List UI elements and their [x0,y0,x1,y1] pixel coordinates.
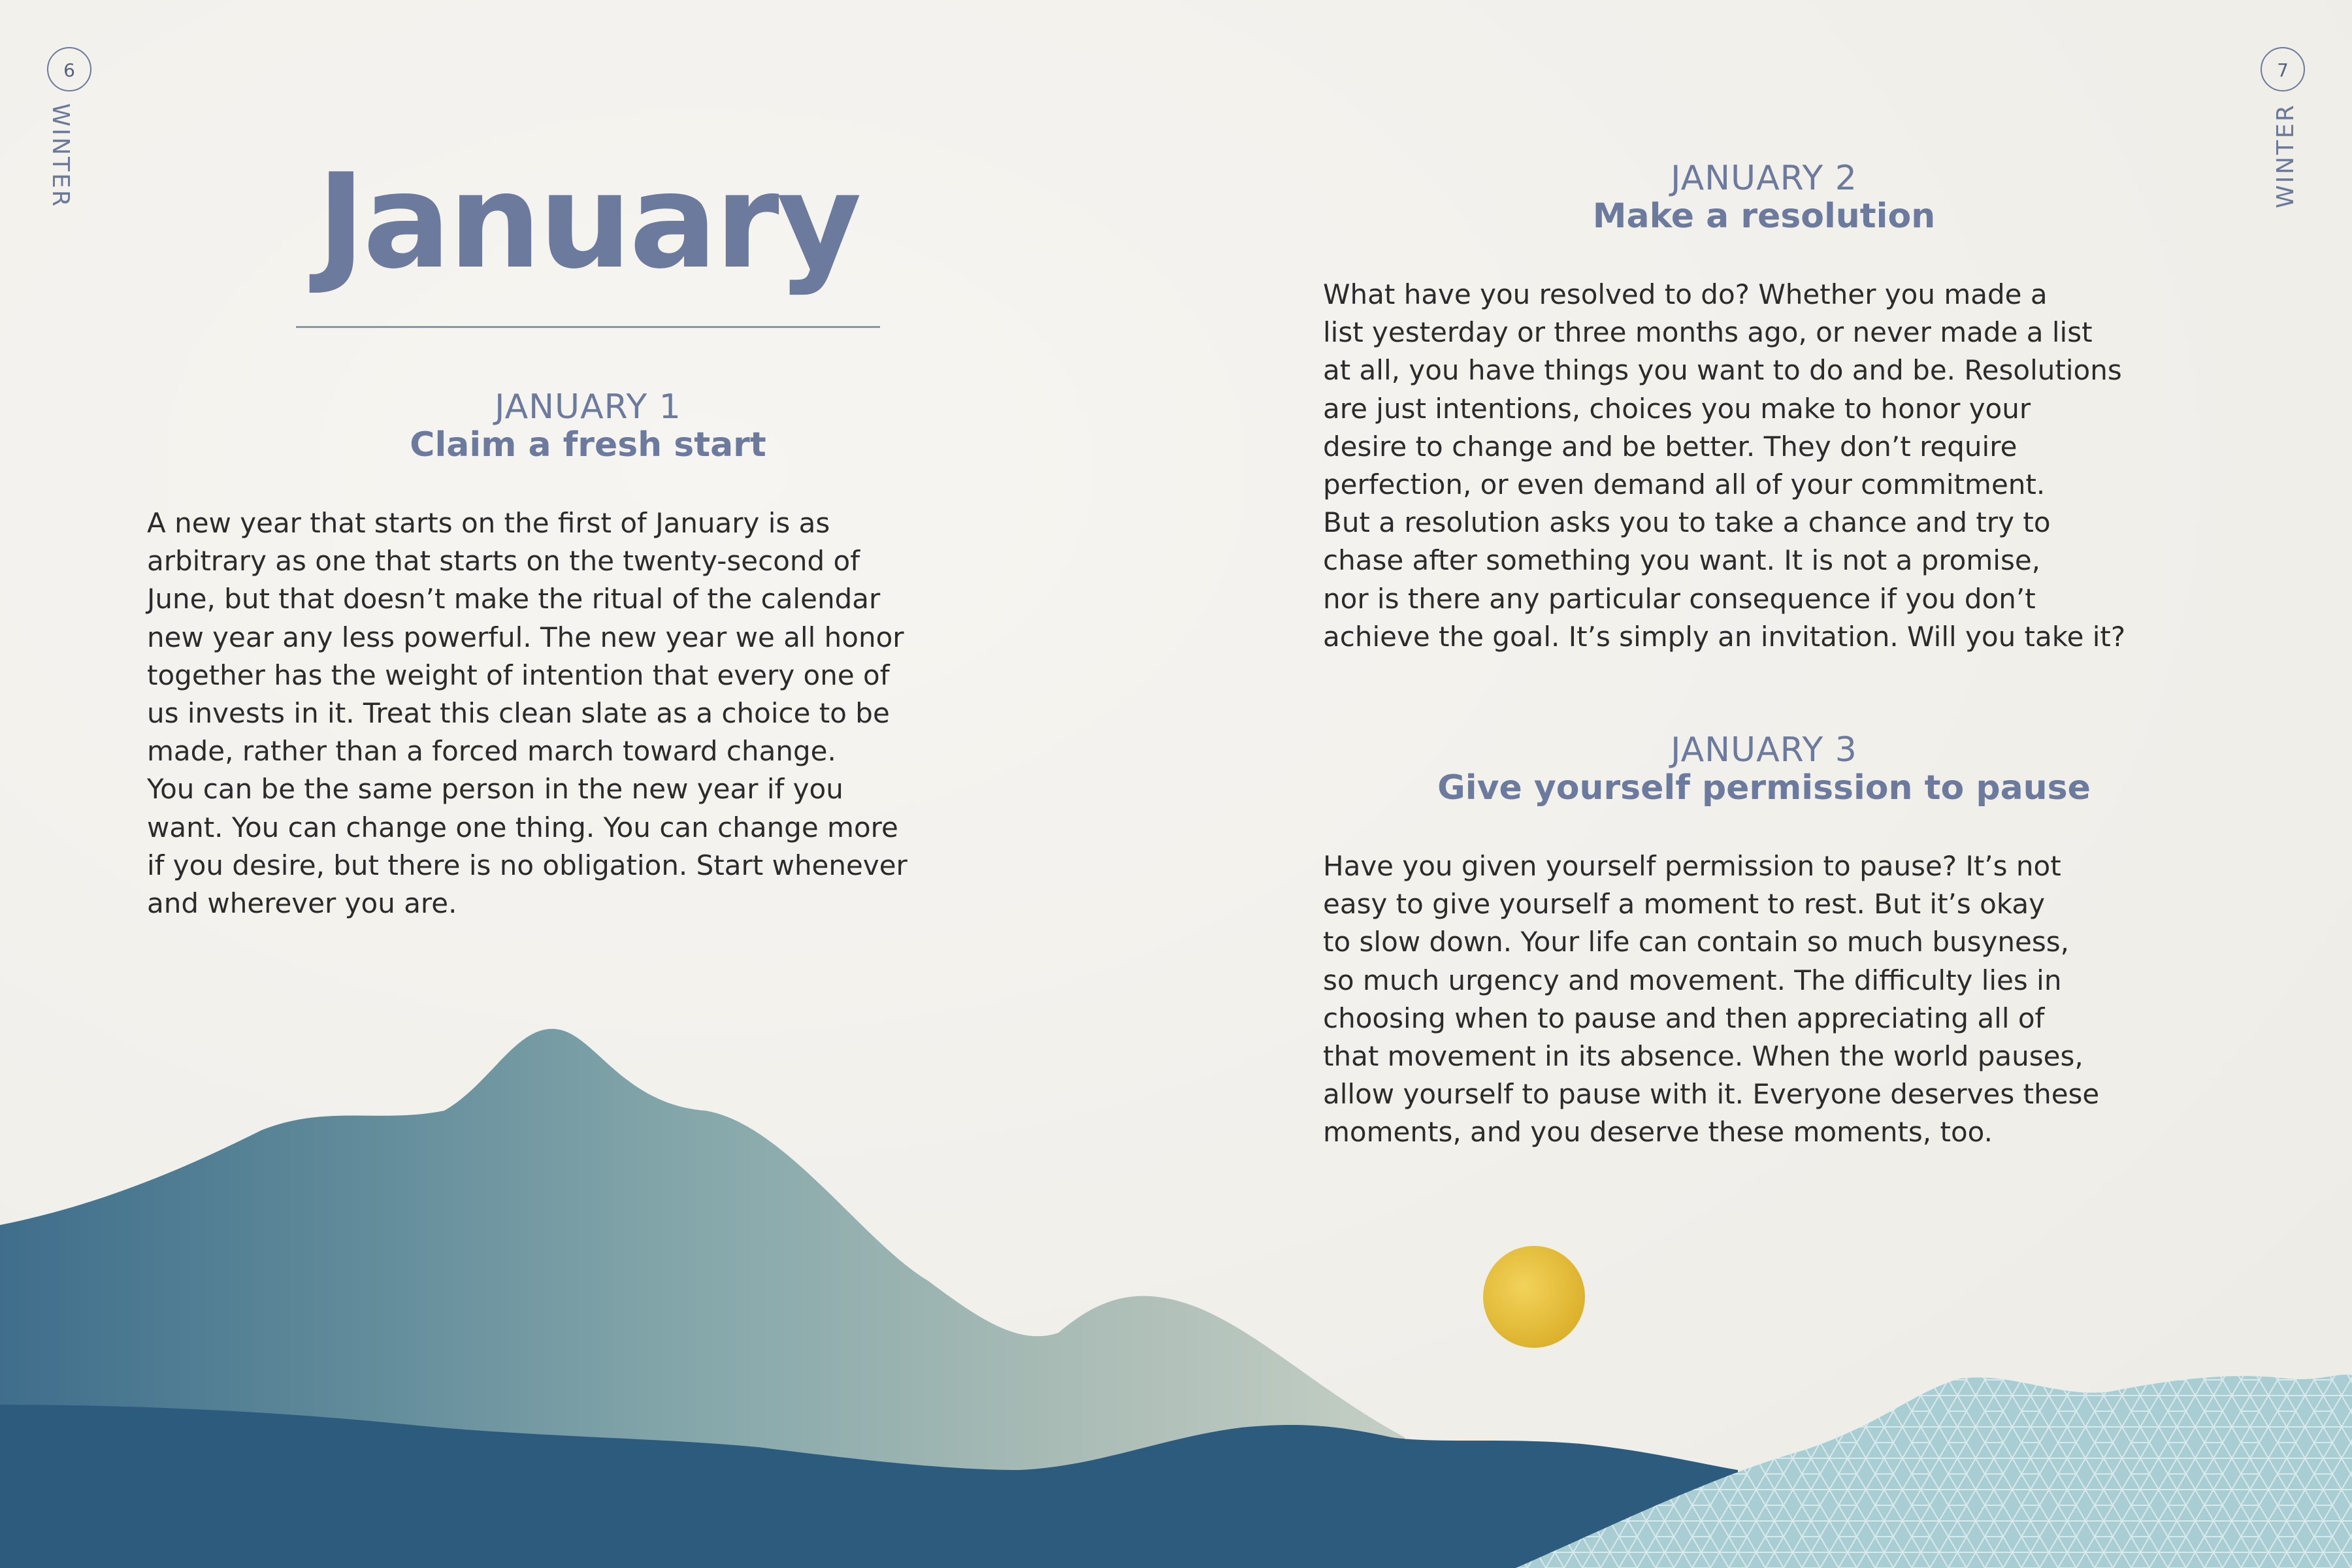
body-line: if you desire, but there is no obligation. Start whenever [147,849,907,881]
body-line: Have you given yourself permission to pause? It’s not [1323,850,2061,882]
body-line: easy to give yourself a moment to rest. But it’s okay [1323,888,2046,921]
body-line: choosing when to pause and then appreciating all of [1323,1002,2045,1034]
title-divider [296,326,880,328]
body-line: arbitrary as one that starts on the twenty-second of [147,545,860,578]
body-line: together has the weight of intention that every one of [147,659,890,691]
entry-body-jan-3 [1323,847,2099,1152]
entry-body-jan-1 [147,504,907,923]
entry-body-jan-2 [1323,276,2125,656]
entry-date-jan-3: JANUARY 3 [1671,730,1857,770]
month-title: January [316,146,860,298]
body-line: are just intentions, choices you make to honor your [1323,392,2031,425]
entry-title-jan-2: Make a resolution [1592,197,1936,236]
page-number-right: 7 [2261,47,2305,91]
body-line: achieve the goal. It’s simply an invitation. Will you take it? [1323,620,2126,653]
season-label-right: WINTER [2272,103,2299,208]
body-line: You can be the same person in the new year if you [147,773,843,806]
entry-date-jan-1: JANUARY 1 [495,387,681,427]
body-line: us invests in it. Treat this clean slate as a choice to be [147,697,890,730]
body-line: desire to change and be better. They don’t require [1323,430,2017,463]
body-line: to slow down. Your life can contain so much busyness, [1323,926,2069,958]
body-line: so much urgency and movement. The difficulty lies in [1323,964,2062,996]
body-line: new year any less powerful. The new year we all honor [147,621,904,653]
body-line: moments, and you deserve these moments, too. [1323,1116,1993,1149]
body-line: chase after something you want. It is not a promise, [1323,544,2041,577]
body-line: at all, you have things you want to do and be. Resolutions [1323,354,2122,387]
sun [1483,1246,1585,1348]
body-line: nor is there any particular consequence if you don’t [1323,582,2036,615]
body-line: made, rather than a forced march toward change. [147,735,836,768]
entry-date-jan-2: JANUARY 2 [1671,159,1857,198]
page-number-left: 6 [47,47,91,91]
body-line: perfection, or even demand all of your commitment. [1323,468,2046,501]
body-line: June, but that doesn’t make the ritual of the calendar [147,583,881,615]
body-line: list yesterday or three months ago, or never made a list [1323,316,2093,349]
season-label-left: WINTER [47,103,74,208]
body-line: What have you resolved to do? Whether you made a [1323,278,2048,310]
body-line: But a resolution asks you to take a chance and try to [1323,506,2051,539]
body-line: that movement in its absence. When the world pauses, [1323,1040,2083,1073]
entry-title-jan-3: Give yourself permission to pause [1437,768,2091,808]
body-line: A new year that starts on the first of January is as [147,507,830,539]
body-line: allow yourself to pause with it. Everyone deserves these [1323,1078,2100,1111]
body-line: want. You can change one thing. You can change more [147,811,898,843]
body-line: and wherever you are. [147,887,457,920]
entry-title-jan-1: Claim a fresh start [410,425,766,465]
